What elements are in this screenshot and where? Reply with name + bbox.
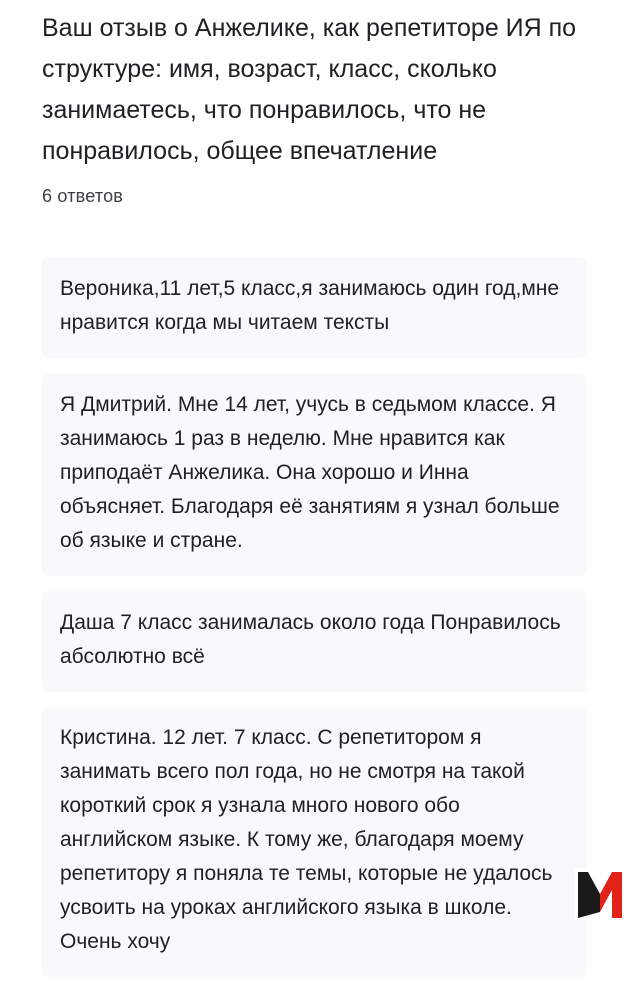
question-title: Ваш отзыв о Анжелике, как репетиторе ИЯ по структуре: имя, возраст, класс, сколько занимаетесь, что понравилось, что не понравилось, общее впечатление	[42, 14, 577, 165]
response-card: Вероника,11 лет,5 класс,я занимаюсь один год,мне нравится когда мы читаем тексты	[42, 257, 587, 358]
response-count: 6 ответов	[42, 186, 124, 206]
response-card: Даша 7 класс занималась около года Понравилось абсолютно всё	[42, 591, 587, 692]
response-card: Я Дмитрий. Мне 14 лет, учусь в седьмом классе. Я занимаюсь 1 раз в неделю. Мне нравится как приподаёт Анжелика. Она хорошо и Инна объясняет. Благодаря её занятиям я узнал больше об языке и стране.	[42, 373, 587, 576]
m-logo-icon	[574, 868, 626, 920]
response-list	[42, 257, 587, 992]
response-card: Кристина. 12 лет. 7 класс. С репетитором я занимать всего пол года, но не смотря на такой короткий срок я узнала много нового обо английском языке. К тому же, благодаря моему репетитору я поняла те темы, которые не удалось усвоить на уроках английского языка в школе. Очень хочу	[42, 707, 587, 977]
